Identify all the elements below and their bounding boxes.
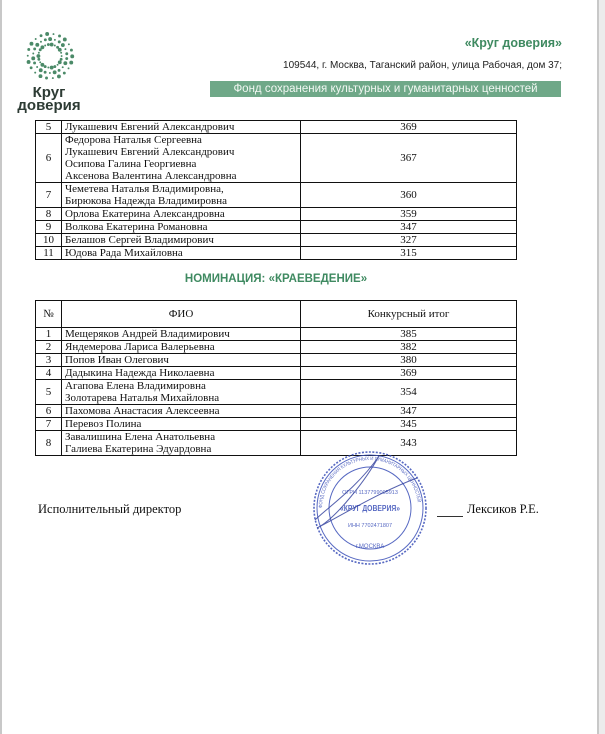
results-table-continued xyxy=(35,120,517,260)
logo-dot xyxy=(48,37,52,41)
logo-dot xyxy=(32,53,34,55)
row-names xyxy=(62,418,301,431)
signature-line xyxy=(437,516,463,517)
row-number: 4 xyxy=(36,367,62,380)
org-name: «Круг доверия» xyxy=(464,36,562,50)
table-row xyxy=(36,405,517,418)
row-score: 380 xyxy=(301,354,517,367)
logo-dot xyxy=(64,48,66,50)
participant-name: Попов Иван Олегович xyxy=(65,354,169,366)
logo-dot xyxy=(53,65,56,68)
col-header-number: № xyxy=(36,301,62,328)
logo-dot xyxy=(39,61,41,63)
logo-dot xyxy=(50,66,54,70)
signature-block xyxy=(35,455,565,626)
stamp-inn: ИНН 7702471807 xyxy=(347,523,393,529)
row-score: 327 xyxy=(301,234,517,247)
logo-dot xyxy=(49,72,51,74)
logo-dot xyxy=(50,43,54,47)
row-names xyxy=(62,405,301,418)
logo-dot xyxy=(30,42,34,46)
participant-name: Лукашевич Евгений Александрович xyxy=(65,121,235,133)
table-row xyxy=(36,380,517,405)
table-row xyxy=(36,208,517,221)
logo-dot xyxy=(45,32,49,36)
col-header-name: ФИО xyxy=(62,301,301,328)
row-score: 360 xyxy=(301,183,517,208)
row-number: 8 xyxy=(36,208,62,221)
row-number: 6 xyxy=(36,134,62,183)
logo-dot xyxy=(57,64,59,66)
row-names xyxy=(62,183,301,208)
results-table-kraevedenie xyxy=(35,300,517,456)
row-score: 345 xyxy=(301,418,517,431)
row-names xyxy=(62,221,301,234)
logo-dot xyxy=(58,40,61,43)
logo-dot xyxy=(27,48,30,51)
stamp-ring-text: ФОНД СОХРАНЕНИЯ КУЛЬТУРНЫХ И ГУМАНИТАРНЫХ ЦЕННОСТЕЙ xyxy=(317,455,422,509)
participant-name: Золотарева Наталья Михайловна xyxy=(65,392,220,404)
logo-dot xyxy=(60,58,63,61)
logo-dot xyxy=(35,38,37,40)
participant-name: Юдова Рада Михайловна xyxy=(65,247,183,259)
row-number: 7 xyxy=(36,418,62,431)
table-row xyxy=(36,221,517,234)
logo-dot xyxy=(44,38,47,41)
participant-name: Лукашевич Евгений Александрович xyxy=(65,146,235,158)
row-names xyxy=(62,380,301,405)
logo-dot xyxy=(40,45,44,49)
logo-dot xyxy=(27,60,31,64)
row-names xyxy=(62,328,301,341)
logo-dot xyxy=(60,52,62,54)
logo-dot xyxy=(69,61,73,65)
participant-name: Перевоз Полина xyxy=(65,418,142,430)
row-number: 8 xyxy=(36,431,62,456)
table-row xyxy=(36,328,517,341)
logo-dot xyxy=(58,34,61,37)
table-row xyxy=(36,431,517,456)
logo-text xyxy=(14,86,84,112)
table-header-row xyxy=(36,301,517,328)
stamp-city: г.МОСКВА xyxy=(355,544,385,550)
logo-text-line: Круг xyxy=(32,84,66,101)
row-score: 343 xyxy=(301,431,517,456)
row-score: 354 xyxy=(301,380,517,405)
logo-dot xyxy=(39,68,43,72)
row-number: 7 xyxy=(36,183,62,208)
row-number: 9 xyxy=(36,221,62,234)
table-row xyxy=(36,183,517,208)
viewer-scrollbar[interactable] xyxy=(597,0,605,734)
org-banner: Фонд сохранения культурных и гуманитарных ценностей xyxy=(210,81,561,97)
table-row xyxy=(36,341,517,354)
logo-dot xyxy=(62,66,64,68)
logo-dot xyxy=(44,71,47,74)
row-names xyxy=(62,234,301,247)
logo-dot xyxy=(68,67,70,69)
logo-icon xyxy=(14,28,86,86)
row-score: 347 xyxy=(301,405,517,418)
logo-dot xyxy=(39,74,43,78)
nomination-heading: НОМИНАЦИЯ: «КРАЕВЕДЕНИЕ» xyxy=(184,273,368,285)
participant-name: Яндемерова Лариса Валерьевна xyxy=(65,341,215,353)
logo-dot xyxy=(45,77,48,80)
logo-dot xyxy=(58,60,62,64)
row-score: 315 xyxy=(301,247,517,260)
logo-dot xyxy=(31,56,35,60)
row-names xyxy=(62,247,301,260)
table-row xyxy=(36,234,517,247)
document-body xyxy=(35,120,565,626)
table-row xyxy=(36,121,517,134)
row-number: 5 xyxy=(36,380,62,405)
logo-dot xyxy=(61,43,65,47)
signature-role: Исполнительный директор xyxy=(38,502,182,516)
logo-dot xyxy=(70,54,74,58)
logo-dot xyxy=(30,66,33,69)
logo-dot xyxy=(58,69,61,72)
logo-dot xyxy=(40,41,42,43)
table-row xyxy=(36,418,517,431)
participant-name: Волкова Екатерина Романовна xyxy=(65,221,208,233)
table-row xyxy=(36,247,517,260)
logo-dot xyxy=(52,77,54,79)
logo-dot xyxy=(40,63,44,67)
row-number: 1 xyxy=(36,328,62,341)
logo-dot xyxy=(47,43,50,46)
participant-name: Чеметева Наталья Владимировна, xyxy=(65,183,224,195)
row-names xyxy=(62,121,301,134)
logo-dot xyxy=(53,70,57,74)
logo-dot xyxy=(27,55,29,57)
logo-dot xyxy=(68,43,70,45)
row-names xyxy=(62,367,301,380)
org-address: 109544, г. Москва, Таганский район, улица Рабочая, дом 37; xyxy=(283,60,562,71)
logo-dot xyxy=(63,38,67,42)
participant-name: Агапова Елена Владимировна xyxy=(65,380,206,392)
stamp-ogrn: ОГРН 1137799005913 xyxy=(342,490,398,496)
organization-stamp xyxy=(307,448,433,568)
logo-dot xyxy=(65,52,68,55)
participant-name: Мещеряков Андрей Владимирович xyxy=(65,328,230,340)
logo-dot xyxy=(44,45,46,47)
logo-dot xyxy=(53,33,55,35)
table-row xyxy=(36,367,517,380)
row-score: 359 xyxy=(301,208,517,221)
participant-name: Дадыкина Надежда Николаевна xyxy=(65,367,215,379)
logo-dot xyxy=(36,54,40,58)
logo-dot xyxy=(40,34,43,37)
viewer-edge-left xyxy=(0,0,2,734)
logo-dot xyxy=(54,45,56,47)
logo-dot xyxy=(61,55,63,57)
row-number: 5 xyxy=(36,121,62,134)
row-number: 3 xyxy=(36,354,62,367)
table-row xyxy=(36,354,517,367)
logo-dot xyxy=(35,43,39,47)
participant-name: Орлова Екатерина Александровна xyxy=(65,208,225,220)
row-number: 11 xyxy=(36,247,62,260)
logo-dot xyxy=(47,67,49,69)
col-header-score: Конкурсный итог xyxy=(301,301,517,328)
logo-dot xyxy=(57,74,61,78)
row-score: 369 xyxy=(301,367,517,380)
logo-dot xyxy=(33,47,36,50)
participant-name: Бирюкова Надежда Владимировна xyxy=(65,195,228,207)
logo-dot xyxy=(65,57,68,60)
logo-dot xyxy=(63,61,67,65)
participant-name: Галиева Екатерина Эдуардовна xyxy=(65,443,212,455)
row-score: 369 xyxy=(301,121,517,134)
row-names xyxy=(62,354,301,367)
row-score: 347 xyxy=(301,221,517,234)
logo-dot xyxy=(63,72,66,75)
participant-name: Завалишина Елена Анатольевна xyxy=(65,431,216,443)
row-number: 10 xyxy=(36,234,62,247)
row-names xyxy=(62,208,301,221)
participant-name: Федорова Наталья Сергеевна xyxy=(65,134,202,146)
participant-name: Аксенова Валентина Александровна xyxy=(65,170,237,182)
row-score: 382 xyxy=(301,341,517,354)
table-row xyxy=(36,134,517,183)
row-number: 6 xyxy=(36,405,62,418)
stamp-center-text: «КРУГ ДОВЕРИЯ» xyxy=(340,504,401,513)
row-names xyxy=(62,341,301,354)
logo-text-line: доверия xyxy=(17,97,81,114)
row-number: 2 xyxy=(36,341,62,354)
row-names xyxy=(62,134,301,183)
logo-dot xyxy=(54,39,56,41)
row-names xyxy=(62,431,301,456)
participant-name: Пахомова Анастасия Алексеевна xyxy=(65,405,220,417)
logo-dot xyxy=(33,61,36,64)
signature-name: Лексиков Р.Е. xyxy=(467,502,539,516)
participant-name: Осипова Галина Георгиевна xyxy=(65,158,197,170)
logo-dot xyxy=(34,72,36,74)
participant-name: Белашов Сергей Владимирович xyxy=(65,234,214,246)
row-score: 367 xyxy=(301,134,517,183)
logo-dot xyxy=(58,48,62,52)
logo-dot xyxy=(36,66,38,68)
row-score: 385 xyxy=(301,328,517,341)
logo-dot xyxy=(37,58,40,61)
logo-dot xyxy=(70,49,73,52)
logo-dot xyxy=(38,52,40,54)
